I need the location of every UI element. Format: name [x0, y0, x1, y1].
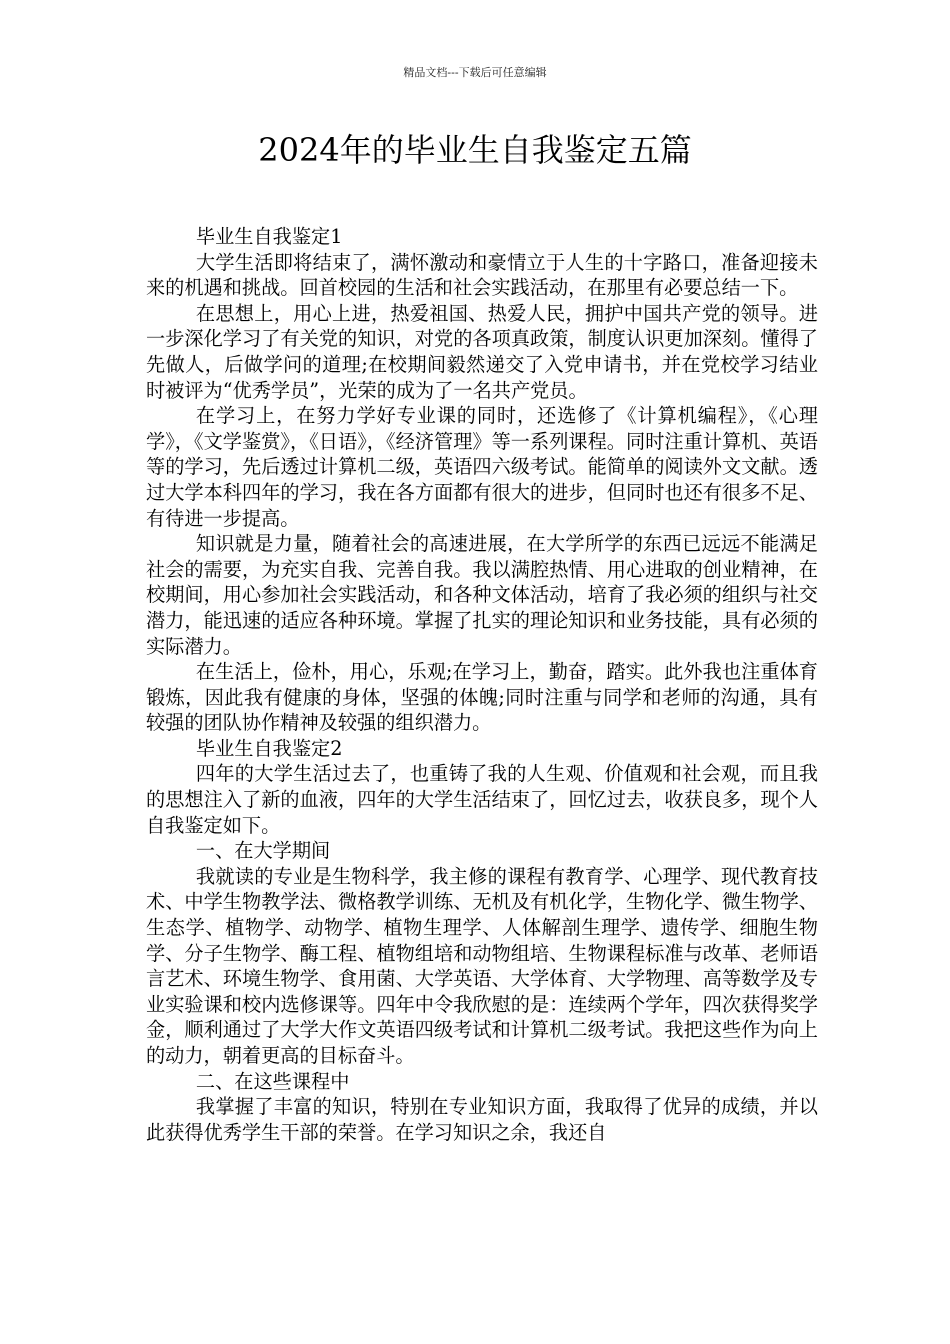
body-paragraph: 在学习上，在努力学好专业课的同时，还选修了《计算机编程》，《心理学》，《文学鉴赏》，《日语》，《经济管理》等一系列课程。同时注重计算机、英语等的学习，先后透过计算机二级，英语四六级考试。能简单的阅读外文文献。透过大学本科四年的学习，我在各方面都有很大的进步，但同时也还有很多不足、有待进一步提高。	[146, 404, 818, 530]
document-title: 2024年的毕业生自我鉴定五篇	[258, 131, 692, 169]
body-paragraph: 知识就是力量，随着社会的高速进展，在大学所学的东西已远远不能满足社会的需要，为充实自我、完善自我。我以满腔热情、用心进取的创业精神，在校期间，用心参加社会实践活动，和各种文体活动，培育了我必须的组织与社交潜力，能迅速的适应各种环境。掌握了扎实的理论知识和业务技能，具有必须的实际潜力。	[146, 532, 818, 658]
body-paragraph: 我就读的专业是生物科学，我主修的课程有教育学、心理学、现代教育技术、中学生物教学法、微格教学训练、无机及有机化学，生物化学、微生物学、生态学、植物学、动物学、植物生理学、人体解剖生理学、遗传学、细胞生物学、分子生物学、酶工程、植物组培和动物组培、生物课程标准与改革、老师语言艺术、环境生物学、食用菌、大学英语、大学体育、大学物理、高等数学及专业实验课和校内选修课等。四年中令我欣慰的是：连续两个学年，四次获得奖学金，顺利通过了大学大作文英语四级考试和计算机二级考试。我把这些作为向上的动力，朝着更高的目标奋斗。	[146, 864, 818, 1067]
body-paragraph: 在生活上，俭朴，用心，乐观;在学习上，勤奋，踏实。此外我也注重体育锻炼，因此我有健康的身体，坚强的体魄;同时注重与同学和老师的沟通，具有较强的团队协作精神及较强的组织潜力。	[146, 660, 818, 735]
subsection-heading: 一、在大学期间	[195, 839, 331, 863]
subsection-heading: 二、在这些课程中	[195, 1069, 350, 1093]
section-heading: 毕业生自我鉴定2	[195, 736, 343, 760]
body-paragraph: 我掌握了丰富的知识，特别在专业知识方面，我取得了优异的成绩，并以此获得优秀学生干部的荣誉。在学习知识之余，我还自	[146, 1095, 818, 1144]
body-paragraph: 大学生活即将结束了，满怀激动和豪情立于人生的十字路口，准备迎接未来的机遇和挑战。回首校园的生活和社会实践活动，在那里有必要总结一下。	[146, 250, 818, 300]
body-paragraph: 四年的大学生活过去了，也重铸了我的人生观、价值观和社会观，而且我的思想注入了新的血液，四年的大学生活结束了，回忆过去，收获良多，现个人自我鉴定如下。	[146, 762, 818, 837]
body-paragraph: 在思想上，用心上进，热爱祖国、热爱人民，拥护中国共产党的领导。进一步深化学习了有关党的知识，对党的各项真政策，制度认识更加深刻。懂得了先做人，后做学问的道理;在校期间毅然递交了入党申请书，并在党校学习结业时被评为“优秀学员”，光荣的成为了一名共产党员。	[146, 301, 818, 402]
section-heading: 毕业生自我鉴定1	[195, 225, 343, 248]
page-header: 精品文档---下载后可任意编辑	[403, 66, 547, 79]
document-body	[146, 224, 818, 1145]
